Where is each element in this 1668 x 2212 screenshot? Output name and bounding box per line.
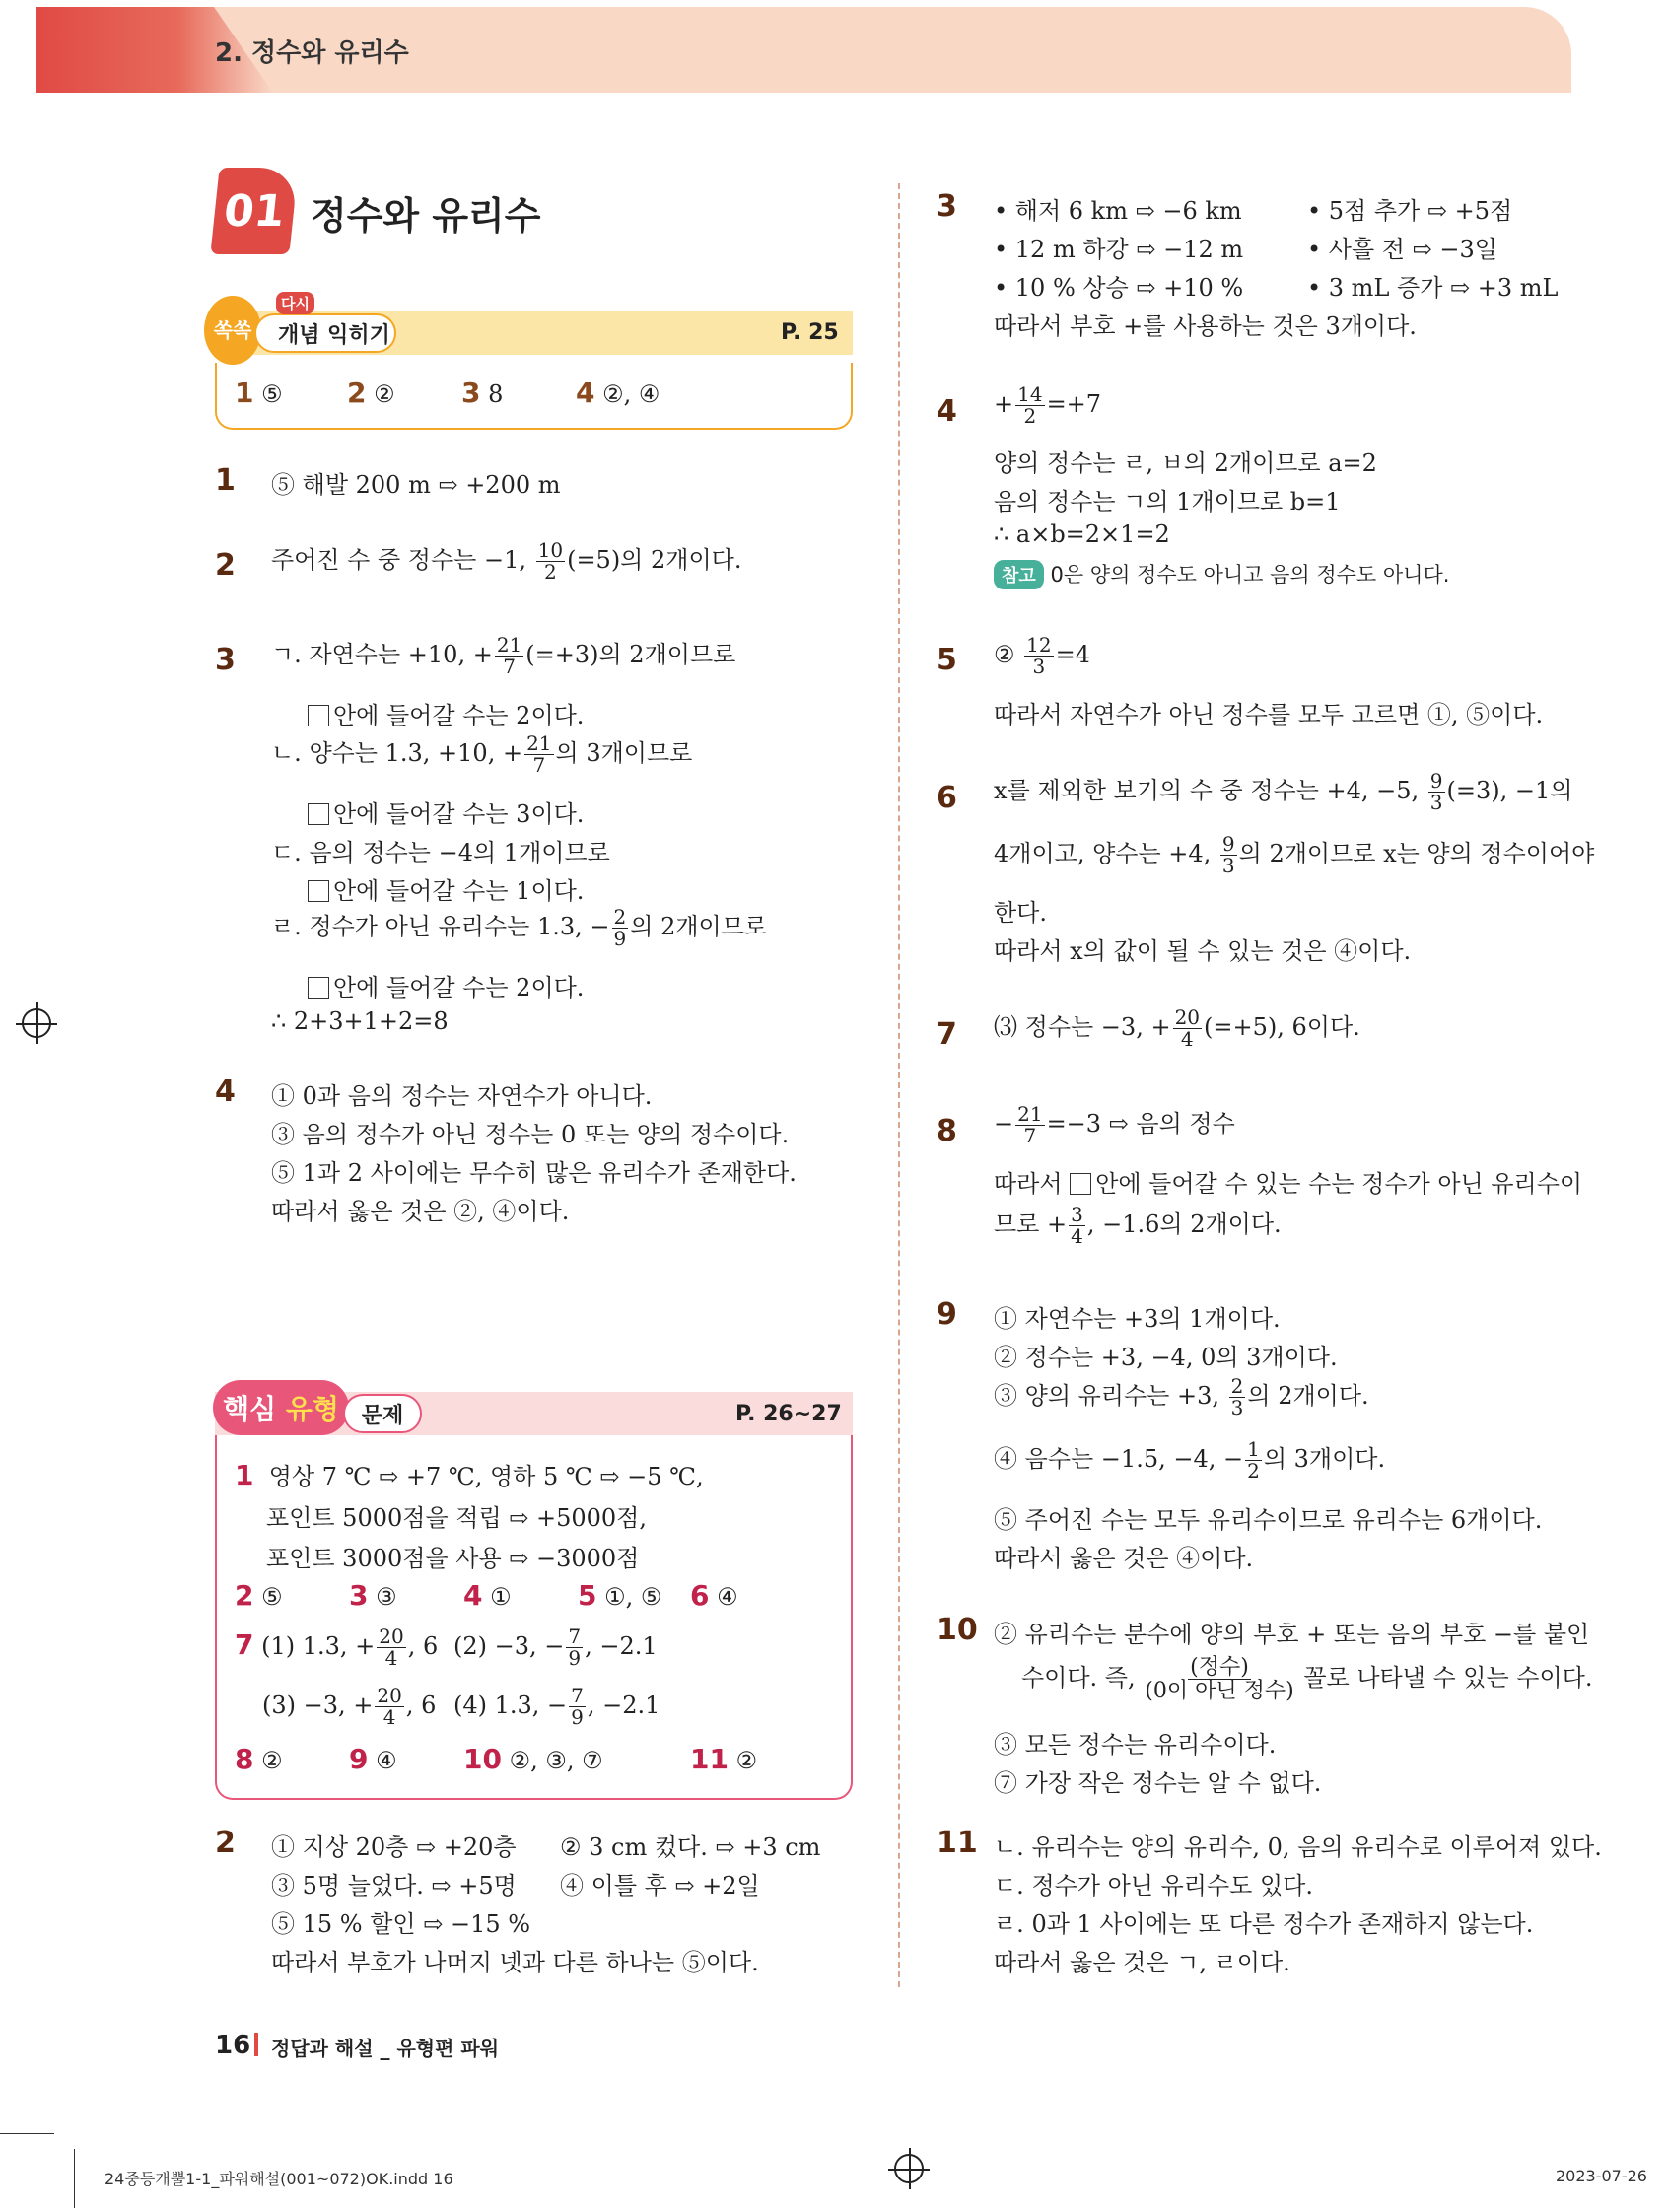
- concept-answer-2: 2 ②: [347, 377, 395, 409]
- answer-line: ③ 음의 정수가 아닌 정수는 0 또는 양의 정수이다.: [271, 1121, 790, 1148]
- answer-line: ② 정수는 +3, −4, 0의 3개이다.: [994, 1344, 1338, 1371]
- answer-line: ㄷ. 정수가 아닌 유리수도 있다.: [994, 1872, 1313, 1900]
- core-answer-7-4: (4) 1.3, − $\frac{7}{9}$ , −2.1: [453, 1684, 660, 1729]
- answer-line: 4개이고, 양수는 +4, $\frac{9}{3}$ 의 2개이므로 x는 양의 정수이어야: [994, 832, 1595, 877]
- concept-page-ref: P. 25: [781, 320, 839, 345]
- answer-line: 므로 + $\frac{3}{4}$ , −1.6의 2개이다.: [994, 1203, 1282, 1248]
- core-page-ref: P. 26~27: [735, 1402, 842, 1426]
- answer-line: ㄱ. 자연수는 +10, + $\frac{21}{7}$ (=+3)의 2개이므로: [271, 633, 736, 678]
- answer-line: 안에 들어갈 수는 2이다.: [308, 696, 584, 730]
- answer-line: • 5점 추가 ⇨ +5점: [1307, 197, 1513, 225]
- answer-line: ③ 모든 정수는 유리수이다.: [994, 1731, 1277, 1759]
- footer-title: 정답과 해설 _ 유형편 파워: [271, 2037, 500, 2060]
- question-number: 11: [937, 1826, 978, 1860]
- answer-line: ⑤ 1과 2 사이에는 무수히 많은 유리수가 존재한다.: [271, 1159, 797, 1187]
- concept-tag: 다시: [276, 292, 314, 314]
- question-number: 3: [215, 643, 236, 677]
- question-number: 3: [937, 189, 957, 224]
- answer-line: • 해저 6 km ⇨ −6 km: [994, 197, 1242, 225]
- slug-date: 2023-07-26: [1556, 2167, 1647, 2185]
- question-number: 6: [937, 781, 957, 815]
- section-number-badge: 01: [210, 168, 298, 254]
- core-answer-2: 2 ⑤: [235, 1579, 283, 1612]
- answer-line: x를 제외한 보기의 수 중 정수는 +4, −5, $\frac{9}{3}$ (=3), −1의: [994, 769, 1573, 814]
- note-line: 참고 0은 양의 정수도 아니고 음의 정수도 아니다.: [994, 559, 1449, 589]
- core-answer-9: 9 ④: [349, 1743, 397, 1775]
- answer-line: 안에 들어갈 수는 1이다.: [308, 871, 584, 906]
- footer-divider: [254, 2033, 258, 2056]
- answer-line: ① 0과 음의 정수는 자연수가 아니다.: [271, 1082, 653, 1110]
- answer-line: 수이다. 즉, $\frac{\text{(정수)}}{\text{(0이 아닌 정수)}}$ 꼴로 나타낼 수 있는 수이다.: [1021, 1655, 1593, 1704]
- answer-line: ⑤ 15 % 할인 ⇨ −15 %: [271, 1910, 531, 1938]
- core-answer-1-line2: 포인트 5000점을 적립 ⇨ +5000점,: [266, 1504, 647, 1532]
- question-number: 8: [937, 1114, 957, 1148]
- answer-line: 따라서 옳은 것은 ④이다.: [994, 1545, 1254, 1572]
- core-answer-8: 8 ②: [235, 1743, 283, 1775]
- answer-line: ① 자연수는 +3의 1개이다.: [994, 1305, 1281, 1333]
- answer-line: • 10 % 상승 ⇨ +10 %: [994, 274, 1244, 302]
- question-number: 4: [937, 394, 957, 429]
- answer-line: 따라서 자연수가 아닌 정수를 모두 고르면 ①, ⑤이다.: [994, 701, 1544, 728]
- answer-line: ∴ 2+3+1+2=8: [271, 1007, 449, 1035]
- slug-filename: 24중등개뿔1-1_파워해설(001~072)OK.indd 16: [104, 2170, 453, 2188]
- answer-line: ㄷ. 음의 정수는 −4의 1개이므로: [271, 839, 610, 866]
- answer-line: 따라서 부호 +를 사용하는 것은 3개이다.: [994, 312, 1417, 340]
- answer-line: + $\frac{14}{2}$ =+7: [994, 382, 1102, 428]
- answer-line: 따라서 부호가 나머지 넷과 다른 하나는 ⑤이다.: [271, 1949, 759, 1976]
- answer-text: 주어진 수 중 정수는 −1, $\frac{10}{2}$ (=5)의 2개이다.: [271, 538, 742, 584]
- answer-line: ∴ a×b=2×1=2: [994, 520, 1170, 548]
- column-divider: [898, 183, 900, 1987]
- core-answer-5: 5 ①, ⑤: [578, 1579, 662, 1612]
- question-number: 2: [215, 1826, 236, 1860]
- answer-line: • 사흘 전 ⇨ −3일: [1307, 236, 1497, 263]
- answer-text: ⑤ 해발 200 m ⇨ +200 m: [271, 471, 561, 499]
- question-number: 10: [937, 1613, 978, 1647]
- answer-line: 한다.: [994, 899, 1047, 927]
- core-answer-11: 11 ②: [690, 1743, 758, 1775]
- question-number: 1: [215, 463, 236, 498]
- core-answer-7-2: (2) −3, − $\frac{7}{9}$ , −2.1: [453, 1624, 658, 1670]
- answer-line: 음의 정수는 ㄱ의 1개이므로 b=1: [994, 488, 1341, 516]
- question-number: 4: [215, 1074, 236, 1109]
- answer-line: ㄹ. 0과 1 사이에는 또 다른 정수가 존재하지 않는다.: [994, 1910, 1534, 1938]
- crop-mark: [0, 2133, 54, 2134]
- answer-line: ② 3 cm 컸다. ⇨ +3 cm: [560, 1833, 821, 1861]
- core-answer-1-line3: 포인트 3000점을 사용 ⇨ −3000점: [266, 1545, 640, 1572]
- answer-line: ② 유리수는 분수에 양의 부호 + 또는 음의 부호 −를 붙인: [994, 1621, 1590, 1648]
- registration-mark-icon: [22, 1008, 51, 1038]
- question-number: 7: [937, 1017, 957, 1052]
- concept-answer-4: 4 ②, ④: [576, 377, 660, 409]
- core-label-problems: 문제: [343, 1394, 422, 1433]
- answer-line: 양의 정수는 ㄹ, ㅂ의 2개이므로 a=2: [994, 449, 1377, 477]
- answer-line: − $\frac{21}{7}$ =−3 ⇨ 음의 정수: [994, 1102, 1235, 1147]
- question-number: 9: [937, 1297, 957, 1332]
- crop-mark: [74, 2149, 75, 2208]
- answer-line: ⑦ 가장 작은 정수는 알 수 없다.: [994, 1769, 1322, 1797]
- concept-answer-3: 3 8: [461, 377, 504, 409]
- answer-line: 따라서 옳은 것은 ②, ④이다.: [271, 1198, 570, 1225]
- answer-line: ② $\frac{12}{3}$ =4: [994, 633, 1090, 678]
- answer-line: ④ 음수는 −1.5, −4, − $\frac{1}{2}$ 의 3개이다.: [994, 1437, 1386, 1483]
- question-number: 2: [215, 548, 236, 583]
- answer-line: 따라서 옳은 것은 ㄱ, ㄹ이다.: [994, 1949, 1290, 1976]
- core-answer-4: 4 ①: [463, 1579, 512, 1612]
- answer-line: ⑤ 주어진 수는 모두 유리수이므로 유리수는 6개이다.: [994, 1506, 1543, 1534]
- answer-line: ③ 양의 유리수는 +3, $\frac{2}{3}$ 의 2개이다.: [994, 1374, 1369, 1419]
- core-answer-3: 3 ③: [349, 1579, 397, 1612]
- registration-mark-icon: [894, 2154, 924, 2183]
- answer-line: 안에 들어갈 수는 2이다.: [308, 968, 584, 1002]
- page-number: 16: [215, 2031, 251, 2060]
- answer-line: 따라서 x의 값이 될 수 있는 것은 ④이다.: [994, 937, 1412, 965]
- core-answer-1: 1 영상 7 ℃ ⇨ +7 ℃, 영하 5 ℃ ⇨ −5 ℃,: [235, 1459, 704, 1491]
- note-tag: 참고: [994, 560, 1044, 589]
- concept-answer-box: [215, 363, 853, 430]
- answer-line: ㄴ. 양수는 1.3, +10, + $\frac{21}{7}$ 의 3개이므로: [271, 731, 693, 777]
- core-label: 핵심 유형: [213, 1380, 349, 1435]
- answer-line: • 12 m 하강 ⇨ −12 m: [994, 236, 1244, 263]
- answer-line: 따라서 안에 들어갈 수 있는 수는 정수가 아닌 유리수이: [994, 1170, 1583, 1198]
- answer-line: • 3 mL 증가 ⇨ +3 mL: [1307, 274, 1559, 302]
- concept-answer-1: 1 ⑤: [235, 377, 283, 409]
- answer-line: ㄴ. 유리수는 양의 유리수, 0, 음의 유리수로 이루어져 있다.: [994, 1833, 1602, 1861]
- answer-line: ⑶ 정수는 −3, + $\frac{20}{4}$ (=+5), 6이다.: [994, 1005, 1360, 1051]
- answer-line: ④ 이틀 후 ⇨ +2일: [560, 1872, 760, 1900]
- answer-line: ① 지상 20층 ⇨ +20층: [271, 1833, 517, 1861]
- answer-line: ㄹ. 정수가 아닌 유리수는 1.3, − $\frac{2}{9}$ 의 2개이므로: [271, 905, 768, 950]
- concept-circle-badge: 쏙쏙: [204, 296, 261, 365]
- section-title: 정수와 유리수: [311, 194, 541, 238]
- core-answer-7-3: (3) −3, + $\frac{20}{4}$ , 6: [262, 1684, 437, 1729]
- question-number: 5: [937, 643, 957, 677]
- core-answer-6: 6 ④: [690, 1579, 738, 1612]
- core-answer-10: 10 ②, ③, ⑦: [463, 1743, 603, 1775]
- core-answer-7: 7 (1) 1.3, + $\frac{20}{4}$ , 6: [235, 1624, 439, 1670]
- concept-label: 개념 익히기: [254, 313, 396, 353]
- answer-line: 안에 들어갈 수는 3이다.: [308, 795, 584, 829]
- answer-line: ③ 5명 늘었다. ⇨ +5명: [271, 1872, 517, 1900]
- chapter-title: 2. 정수와 유리수: [215, 38, 409, 68]
